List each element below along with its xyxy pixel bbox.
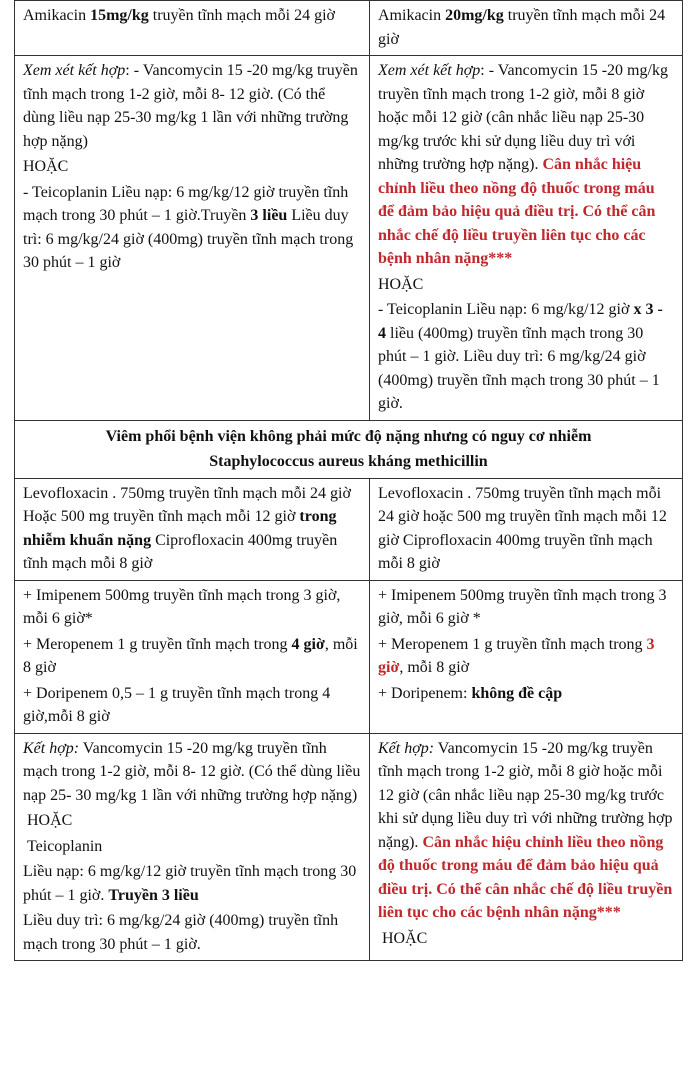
cell-text: Teicoplanin bbox=[27, 837, 103, 855]
table-cell bbox=[370, 1, 683, 56]
table-row bbox=[15, 733, 683, 961]
cell-text: + Meropenem 1 g truyền tĩnh mạch trong 4 giờ, mỗi 8 giờ bbox=[23, 635, 358, 676]
table-row bbox=[15, 56, 683, 421]
table-row bbox=[15, 478, 683, 580]
table-row bbox=[15, 420, 683, 478]
table-cell bbox=[15, 580, 370, 733]
cell-text: + Imipenem 500mg truyền tĩnh mạch trong 3 giờ, mỗi 6 giờ * bbox=[378, 586, 667, 627]
table-cell bbox=[370, 56, 683, 421]
cell-text: + Imipenem 500mg truyền tĩnh mạch trong 3 giờ, mỗi 6 giờ* bbox=[23, 586, 341, 627]
cell-text: - Teicoplanin Liều nạp: 6 mg/kg/12 giờ x 3 - 4 liều (400mg) truyền tĩnh mạch trong 30 phút – 1 giờ. Liều duy trì: 6 mg/kg/24 giờ (400mg) truyền tĩnh mạch trong 30 phút – 1 giờ. bbox=[378, 301, 663, 412]
cell-text: Levofloxacin . 750mg truyền tĩnh mạch mỗi 24 giờ hoặc 500 mg truyền tĩnh mạch mỗi 12 giờ Ciprofloxacin 400mg truyền tĩnh mạch mỗi 8 giờ bbox=[378, 484, 667, 572]
table-cell bbox=[370, 478, 683, 580]
section-header bbox=[15, 420, 683, 478]
cell-text: Xem xét kết hợp: - Vancomycin 15 -20 mg/kg truyền tĩnh mạch trong 1-2 giờ, mỗi 8 giờ hoặc mỗi 12 giờ (cân nhắc liều nạp 25-30 mg/kg trước khi sử dụng liều duy trì với những trường hợp nặng). Cân nhắc hiệu chỉnh liều theo nồng độ thuốc trong máu để đảm bảo hiệu quả điều trị. Có thể cân nhắc chế độ liều truyền liên tục cho các bệnh nhân nặng*** bbox=[378, 62, 668, 267]
or-label: HOẶC bbox=[27, 812, 73, 829]
cell-text: + Doripenem 0,5 – 1 g truyền tĩnh mạch trong 4 giờ,mỗi 8 giờ bbox=[23, 684, 331, 725]
cell-text: + Doripenem: không đề cập bbox=[378, 684, 563, 702]
table-row bbox=[15, 1, 683, 56]
table-cell bbox=[370, 580, 683, 733]
or-label: HOẶC bbox=[378, 275, 424, 293]
section-header-line: Staphylococcus aureus kháng methicillin bbox=[209, 453, 488, 470]
table-cell bbox=[15, 733, 370, 961]
table-cell bbox=[370, 733, 683, 961]
dosage-comparison-table bbox=[14, 0, 683, 961]
or-label: HOẶC bbox=[382, 929, 428, 947]
cell-text: Xem xét kết hợp: - Vancomycin 15 -20 mg/kg truyền tĩnh mạch trong 1-2 giờ, mỗi 8- 12 giờ. (Có thể dùng liều nạp 25-30 mg/kg 1 lần với những trường hợp nặng) bbox=[23, 62, 358, 150]
cell-text: Kết hợp: Vancomycin 15 -20 mg/kg truyền tĩnh mạch trong 1-2 giờ, mỗi 8 giờ hoặc mỗi 12 giờ (cân nhắc liều nạp 25-30 mg/kg trước khi sử dụng liều duy trì với những trường hợp nặng). Cân nhắc hiệu chỉnh liều theo nồng độ thuốc trong máu để đảm bảo hiệu quả điều trị. Có thể cân nhắc chế độ liều truyền liên tục cho các bệnh nhân nặng*** bbox=[378, 739, 673, 921]
cell-text: Levofloxacin . 750mg truyền tĩnh mạch mỗi 24 giờ Hoặc 500 mg truyền tĩnh mạch mỗi 12 giờ trong nhiễm khuẩn nặng Ciprofloxacin 400mg truyền tĩnh mạch mỗi 8 giờ bbox=[23, 484, 351, 572]
cell-text: Kết hợp: Vancomycin 15 -20 mg/kg truyền tĩnh mạch trong 1-2 giờ, mỗi 8- 12 giờ. (Có thể dùng liều nạp 25- 30 mg/kg 1 lần với những trường hợp nặng) bbox=[23, 739, 361, 804]
table-cell bbox=[15, 1, 370, 56]
table-cell bbox=[15, 56, 370, 421]
cell-text: Liều duy trì: 6 mg/kg/24 giờ (400mg) truyền tĩnh mạch trong 30 phút – 1 giờ. bbox=[23, 912, 339, 953]
cell-text: + Meropenem 1 g truyền tĩnh mạch trong 3 giờ, mỗi 8 giờ bbox=[378, 635, 655, 676]
cell-text: Amikacin 15mg/kg truyền tĩnh mạch mỗi 24 giờ bbox=[23, 7, 335, 24]
or-label: HOẶC bbox=[23, 158, 69, 175]
cell-text: - Teicoplanin Liều nạp: 6 mg/kg/12 giờ truyền tĩnh mạch trong 30 phút – 1 giờ.Truyền 3 liều Liều duy trì: 6 mg/kg/24 giờ (400mg) truyền tĩnh mạch trong 30 phút – 1 giờ bbox=[23, 183, 354, 271]
table-row bbox=[15, 580, 683, 733]
cell-text: Amikacin 20mg/kg truyền tĩnh mạch mỗi 24 giờ bbox=[378, 7, 666, 48]
table-cell bbox=[15, 478, 370, 580]
cell-text: Liều nạp: 6 mg/kg/12 giờ truyền tĩnh mạch trong 30 phút – 1 giờ. Truyền 3 liều bbox=[23, 863, 357, 904]
section-header-line: Viêm phổi bệnh viện không phải mức độ nặng nhưng có nguy cơ nhiễm bbox=[105, 427, 592, 445]
